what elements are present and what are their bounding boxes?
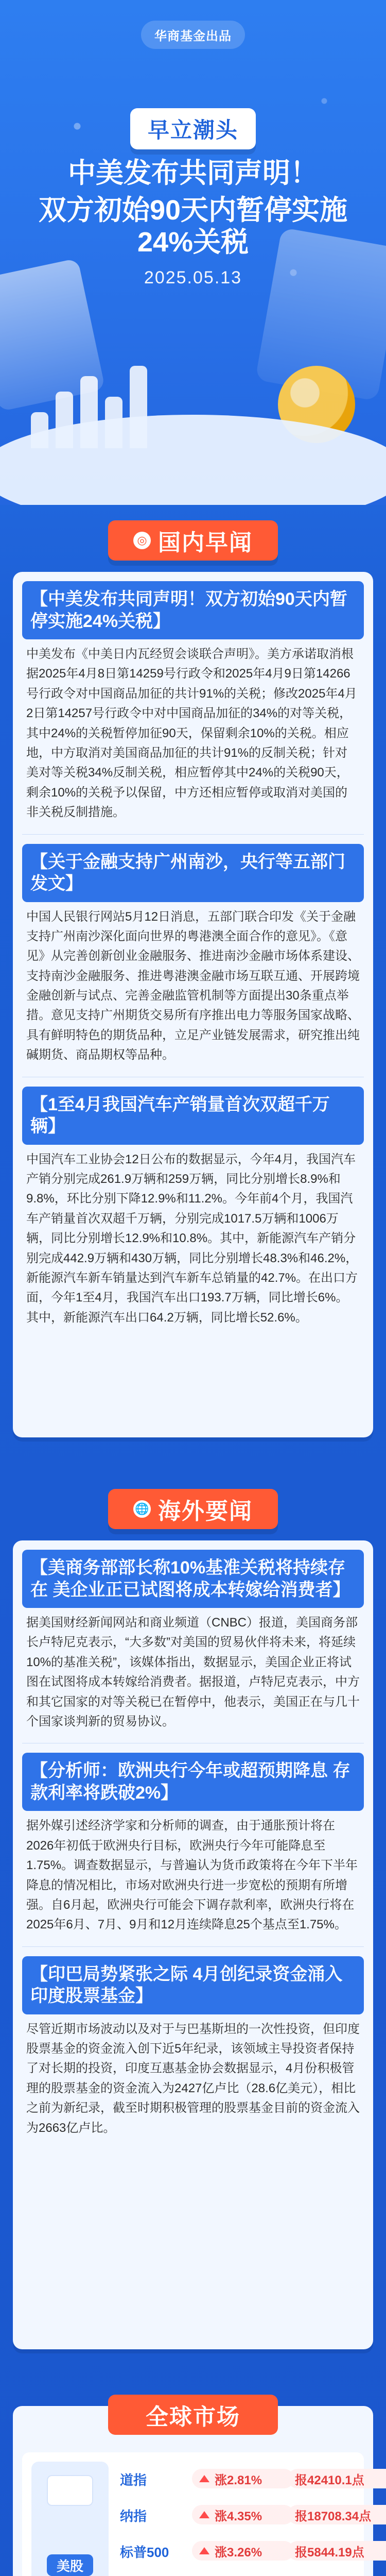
overseas-news-item-3-body: 尽管近期市场波动以及对于与巴基斯坦的一次性投资，但印度股票基金的资金流入创下近5年纪录，该领域主导投资者保持了对长期的投资，印度互惠基金协会数据显示，4月份积极管理的股票基金的资金流入为2427亿卢比（28.6亿美元），相比之前为新纪录，截至时期积极管理的股票基金目前的资金流入为2663亿卢比。 [26,2022,360,2135]
up-arrow-icon [199,2547,209,2554]
header-wave [0,415,386,505]
overseas-news-card [13,1540,373,2349]
region-badge-us: 美股 [47,2554,93,2576]
up-arrow-icon [199,2511,209,2518]
overseas-section-title [108,1489,278,1529]
change-pill [192,2505,294,2524]
change-pill [192,2541,294,2561]
headline-line-2: 双方初始90天内暂停实施24%关税 [38,195,348,258]
change-pill [192,2469,294,2488]
brand-pill: 华商基金出品 [141,21,245,49]
change-text: 涨4.35% [215,2509,262,2523]
overseas-news-item-3-title: 【印巴局势紧张之际 4月创纪录资金涌入印度股票基金】 [22,1956,364,2014]
index-name: 道指 [120,2472,147,2488]
headline-line-1: 中美发布共同声明！ [68,158,318,189]
overseas-section [0,1489,386,1529]
value-pill [288,2541,386,2561]
value-pill [288,2469,386,2488]
domestic-news-item-2-title: 【关于金融支持广州南沙，央行等五部门发文】 [22,844,364,902]
up-arrow-icon [199,2475,209,2482]
domestic-news-item-3-body: 中国汽车工业协会12日公布的数据显示，今年4月，我国汽车产销分别完成261.9万辆和259万辆，同比分别增长8.9%和9.8%，环比分别下降12.9%和11.2%。今年前4个月，我国汽车产销量首次双超千万辆，分别完成1017.5万辆和1006万辆，同比分别增长12.9%和10.8%。其中，新能源汽车产销分别完成442.9万辆和430万辆，同比分别增长48.3%和46.2%，新能源汽车新车销量达到汽车新车总销量的42.7%。在出口方面，今年1至4月，我国汽车出口193.7万辆，同比增长6%。其中，新能源汽车出口64.2万辆，同比增长52.6%。 [26,1152,358,1325]
domestic-news-item-1-body: 中美发布《中美日内瓦经贸会谈联合声明》。美方承诺取消根据2025年4月8日第14259号行政令和2025年4月9日第14266号行政令对中国商品加征的共计91%的关税；修改2025年4月2日第14257号行政令中对中国商品加征的34%的对等关税，其中24%的关税暂停加征90天，保留剩余10%的关税。相应地，中方取消对美国商品加征的共计91%的反制关税；针对美对等关税34%反制关税，相应暂停其中24%的关税90天，剩余10%的关税予以保留，中方还相应暂停或取消对美国的非关税反制措施。 [26,647,357,820]
overseas-news-item-2-body: 据外媒引述经济学家和分析师的调查，由于通胀预计将在2026年初低于欧洲央行目标，欧洲央行今年可能降息至1.75%。调查数据显示，与普遍认为货币政策将在今年下半年降息的情况相比，市场对欧洲央行进一步宽松的预期有所增强。自6月起，欧洲央行可能会下调存款利率，欧洲央行将在2025年6月、7月、9月和12月连续降息25个基点至1.75%。 [26,1819,358,1932]
overseas-news-item-2-title: 【分析师：欧洲央行今年或超预期降息 存款利率将跌破2%】 [22,1753,364,1811]
us-flag-icon [47,2475,93,2506]
change-text: 涨2.81% [215,2473,262,2487]
date-label: 2025.05.13 [144,268,242,287]
domestic-news-item-1-title: 【中美发布共同声明！双方初始90天内暂停实施24%关税】 [22,581,364,639]
news-icon: ◎ [133,532,151,549]
overseas-news-item-1-title: 【美商务部部长称10%基准关税将持续存在 美企业正已试图将成本转嫁给消费者】 [22,1550,364,1608]
index-name: 标普500 [120,2545,169,2560]
market-rows-us [120,2465,372,2573]
tag-pill: 早立潮头 [130,108,256,149]
index-name: 纳指 [120,2509,147,2524]
market-row [120,2501,372,2530]
divider [22,834,364,835]
value-text: 报5844.19点 [295,2545,364,2560]
global-markets-title: 全球市场 [108,2395,278,2435]
value-pill [288,2505,386,2524]
value-text: 报42410.1点 [295,2473,364,2487]
overseas-section-title-text: 海外要闻 [158,1499,253,1524]
hero-banner [0,0,386,505]
market-region-panel-us [31,2462,109,2576]
domestic-news-item-3-title: 【1至4月我国汽车产销量首次双超千万辆】 [22,1087,364,1145]
domestic-section-title [108,520,278,561]
domestic-section [0,520,386,561]
global-markets-card [13,2406,373,2576]
globe-icon: 🌐 [133,1500,151,1518]
divider [22,1946,364,1947]
market-row [120,2537,364,2566]
market-row [120,2465,364,2494]
domestic-news-card [13,572,373,1437]
market-block-us [22,2452,372,2576]
change-text: 涨3.26% [215,2545,262,2560]
overseas-news-item-1-body: 据美国财经新闻网站和商业频道（CNBC）报道，美国商务部长卢特尼克表示，“大多数”对美国的贸易伙伴将未来，将延续10%的基准关税”，该媒体指出，数据显示，美国企业正将试图在试图将成本转嫁给消费者。据报道，卢特尼克表示，中方和其它国家的对等关税已在暂停中，他表示，美国正在与几十个国家谈判新的贸易协议。 [26,1616,360,1728]
domestic-section-title-text: 国内早闻 [158,530,253,555]
domestic-news-item-2-body: 中国人民银行网站5月12日消息，五部门联合印发《关于金融支持广州南沙深化面向世界的粤港澳全面合作的意见》。《意见》从完善创新创业金融服务、推进南沙金融市场体系建设、支持南沙金融服务、推进粤港澳金融市场互联互通、开展跨境金融创新与试点、完善金融监管机制等方面提出30条重点举措。意见支持广州期货交易所有序推出电力等服务国家战略、具有鲜明特色的期货品种，立足产业链发展需求，研究推出纯碱期货、商品期权等品种。 [26,909,360,1062]
value-text: 报18708.34点 [295,2509,372,2523]
